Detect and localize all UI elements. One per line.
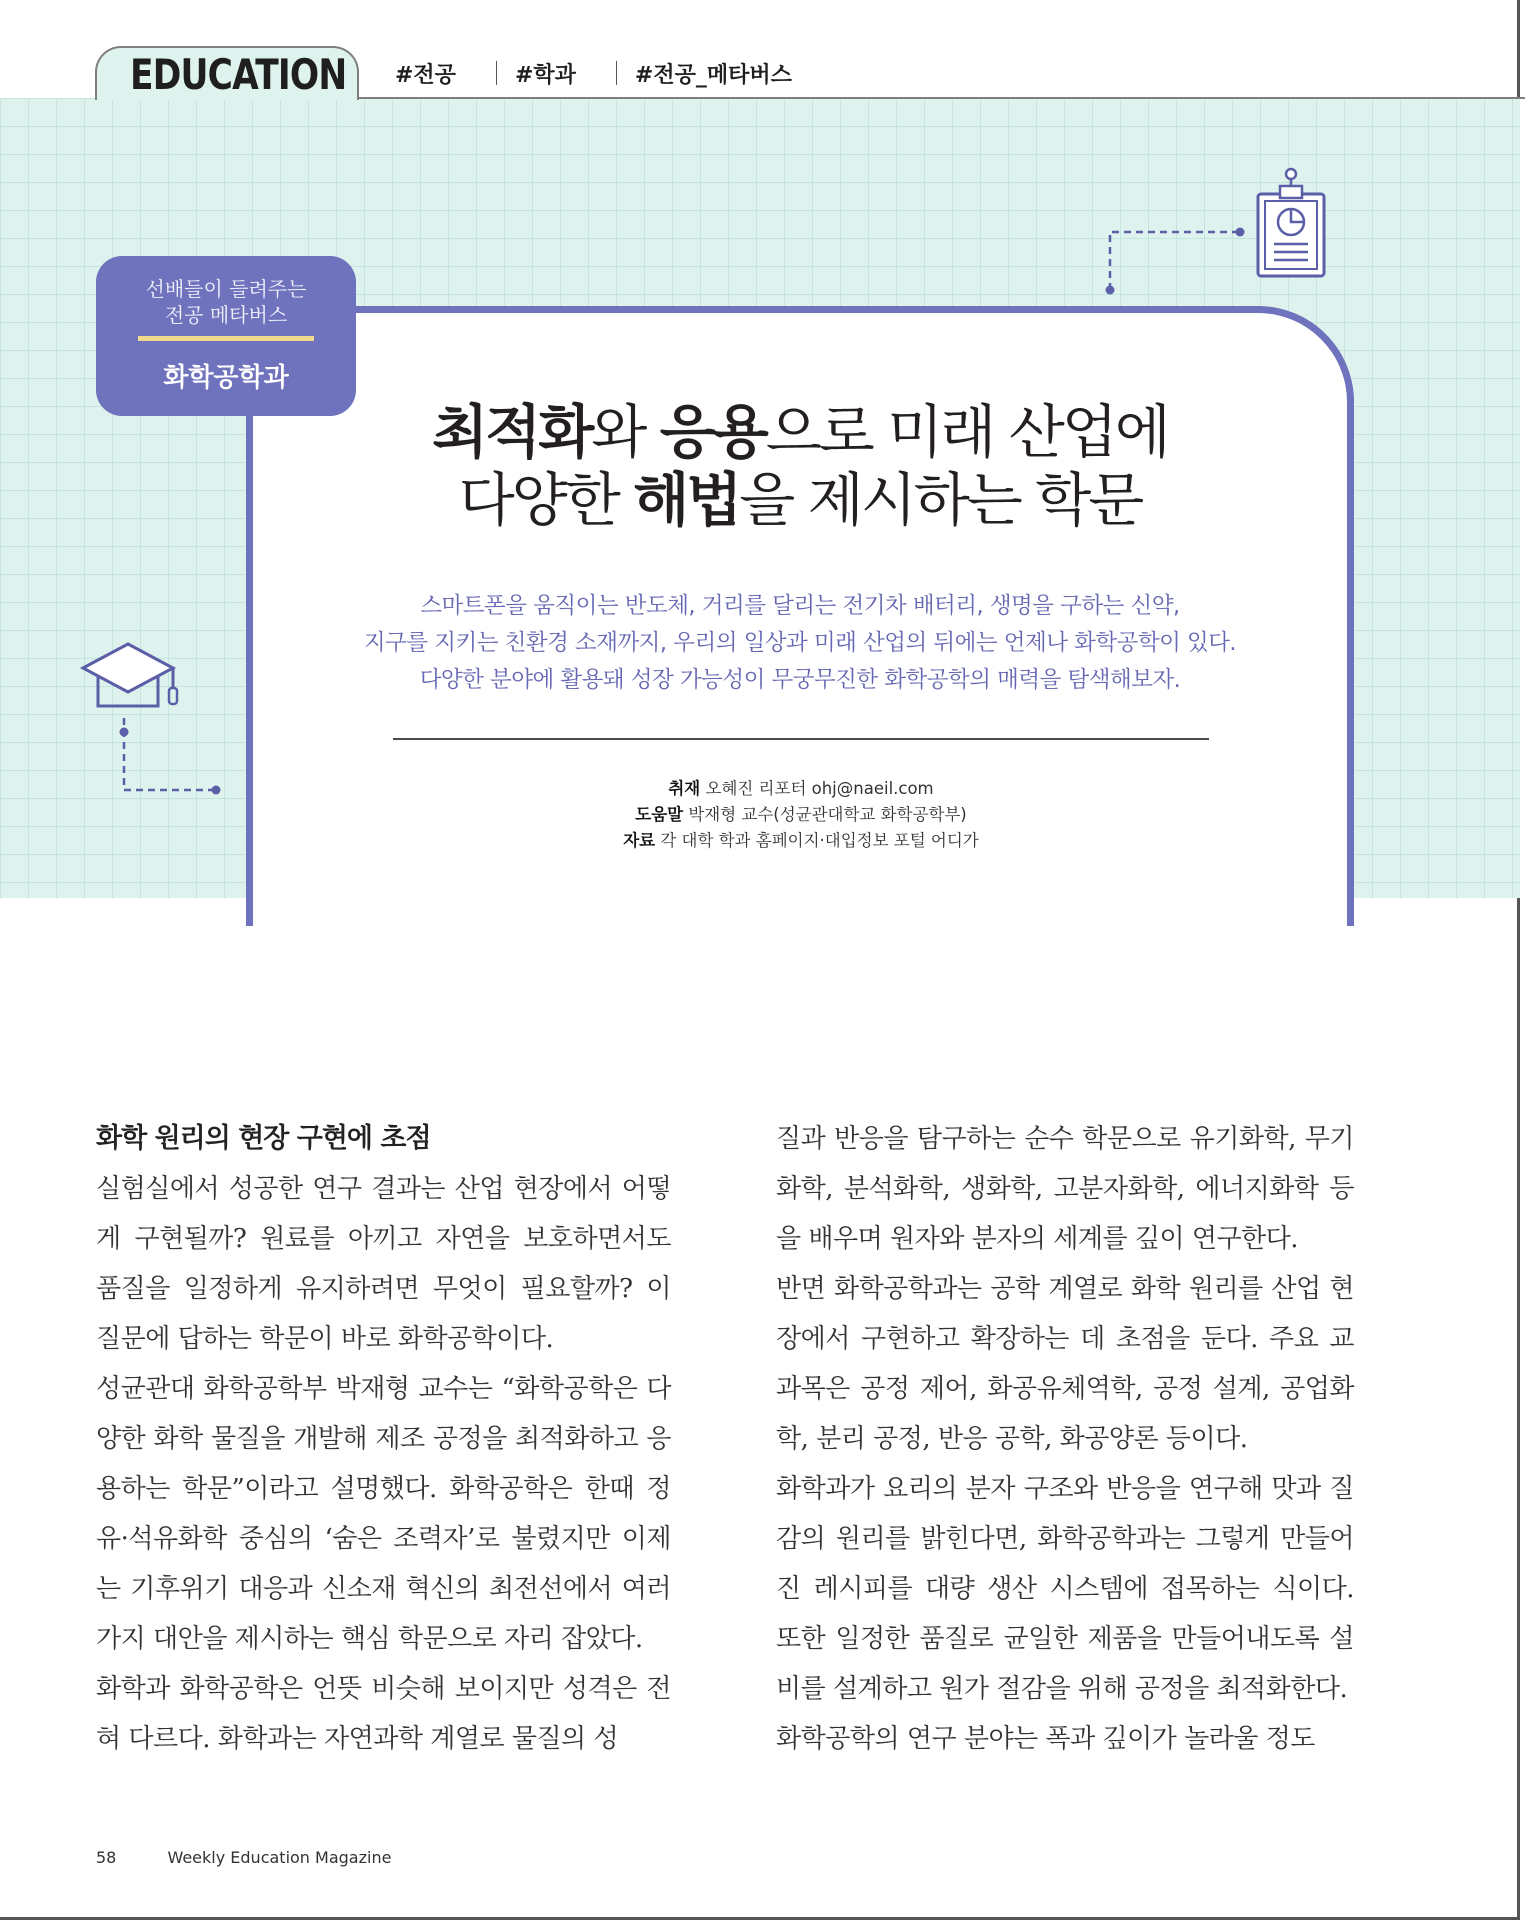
badge-subtitle-line: 선배들이 들려주는 — [145, 277, 307, 301]
title-emphasis: 해법 — [633, 466, 740, 534]
lead-line: 다양한 분야에 활용돼 성장 가능성이 무궁무진한 화학공학의 매력을 탐색해보자. — [419, 667, 1181, 693]
title-text: 다양한 — [458, 466, 634, 534]
credit-line — [393, 776, 1209, 802]
title-divider — [393, 738, 1209, 740]
section-heading: 화학 원리의 현장 구현에 초점 — [96, 1123, 431, 1154]
body-paragraph: 화학공학의 연구 분야는 폭과 깊이가 놀라울 정도 — [776, 1724, 1315, 1754]
title-text: 와 — [591, 398, 660, 466]
title-emphasis: 최적화 — [432, 398, 592, 466]
title-emphasis: 응용 — [659, 398, 766, 466]
credit-label: 자료 — [623, 831, 656, 850]
body-paragraph: 화학과가 요리의 분자 구조와 반응을 연구해 맛과 질감의 원리를 밝힌다면, 화학공학과는 그렇게 만들어진 레시피를 대량 생산 시스템에 접목하는 식이다. 또한 일정한 품질로 균일한 제품을 만들어내도록 설비를 설계하고 원가 절감을 위해 공정을 최적화한다. — [776, 1474, 1354, 1704]
lead-line: 지구를 지키는 친환경 소재까지, 우리의 일상과 미래 산업의 뒤에는 언제나 화학공학이 있다. — [363, 630, 1237, 656]
section-label: EDUCATION — [130, 50, 347, 99]
credit-text: 박재형 교수(성균관대학교 화학공학부) — [688, 805, 967, 824]
badge-subtitle-line: 전공 메타버스 — [164, 303, 288, 327]
body-paragraph: 실험실에서 성공한 연구 결과는 산업 현장에서 어떻게 구현될까? 원료를 아끼고 자연을 보호하면서도 품질을 일정하게 유지하려면 무엇이 필요할까? 이 질문에 답하는 학문이 바로 화학공학이다. — [96, 1174, 671, 1354]
credits — [393, 776, 1209, 854]
hashtag: #전공_메타버스 — [634, 63, 792, 88]
lead-paragraph — [320, 588, 1280, 699]
lead-line: 스마트폰을 움직이는 반도체, 거리를 달리는 전기차 배터리, 생명을 구하는 신약, — [420, 593, 1180, 619]
badge-divider — [138, 336, 314, 341]
title-line-2 — [246, 466, 1354, 534]
clipboard-chart-icon — [1100, 160, 1340, 300]
magazine-name: Weekly Education Magazine — [167, 1848, 392, 1867]
title-line-1 — [246, 398, 1354, 466]
credit-text: 오혜진 리포터 ohj@naeil.com — [705, 779, 934, 798]
title-text: 을 제시하는 학문 — [739, 466, 1142, 534]
body-paragraph: 화학과 화학공학은 언뜻 비슷해 보이지만 성격은 전혀 다르다. 화학과는 자연과학 계열로 물질의 성 — [96, 1674, 671, 1754]
page-footer — [96, 1848, 391, 1867]
credit-line — [393, 828, 1209, 854]
credit-text: 각 대학 학과 홈페이지·대입정보 포털 어디가 — [660, 831, 979, 850]
body-column-left — [96, 1114, 671, 1764]
body-paragraph: 질과 반응을 탐구하는 순수 학문으로 유기화학, 무기화학, 분석화학, 생화학, 고분자화학, 에너지화학 등을 배우며 원자와 분자의 세계를 깊이 연구한다. — [776, 1124, 1354, 1254]
hashtag: #전공 — [395, 63, 456, 88]
page-number: 58 — [96, 1848, 117, 1867]
badge-department: 화학공학과 — [163, 363, 289, 393]
body-column-right — [776, 1114, 1354, 1764]
hashtag-list — [395, 58, 792, 89]
hashtag-separator — [616, 61, 617, 85]
credit-label: 취재 — [668, 779, 701, 798]
hashtag: #학과 — [514, 63, 576, 88]
body-paragraph: 성균관대 화학공학부 박재형 교수는 “화학공학은 다양한 화학 물질을 개발해 제조 공정을 최적화하고 응용하는 학문”이라고 설명했다. 화학공학은 한때 정유·석유화학 중심의 ‘숨은 조력자’로 불렸지만 이제는 기후위기 대응과 신소재 혁신의 최전선에서 여러 가지 대안을 제시하는 핵심 학문으로 자리 잡았다. — [96, 1374, 671, 1654]
hashtag-separator — [496, 61, 497, 85]
credit-line — [393, 802, 1209, 828]
badge-subtitle — [96, 276, 356, 328]
graduation-cap-icon — [78, 636, 238, 806]
credit-label: 도움말 — [635, 805, 684, 824]
title-text: 으로 미래 산업에 — [765, 398, 1168, 466]
page-title — [246, 398, 1354, 534]
department-badge — [96, 256, 356, 416]
body-paragraph: 반면 화학공학과는 공학 계열로 화학 원리를 산업 현장에서 구현하고 확장하는 데 초점을 둔다. 주요 교과목은 공정 제어, 화공유체역학, 공정 설계, 공업화학, 분리 공정, 반응 공학, 화공양론 등이다. — [776, 1274, 1354, 1454]
